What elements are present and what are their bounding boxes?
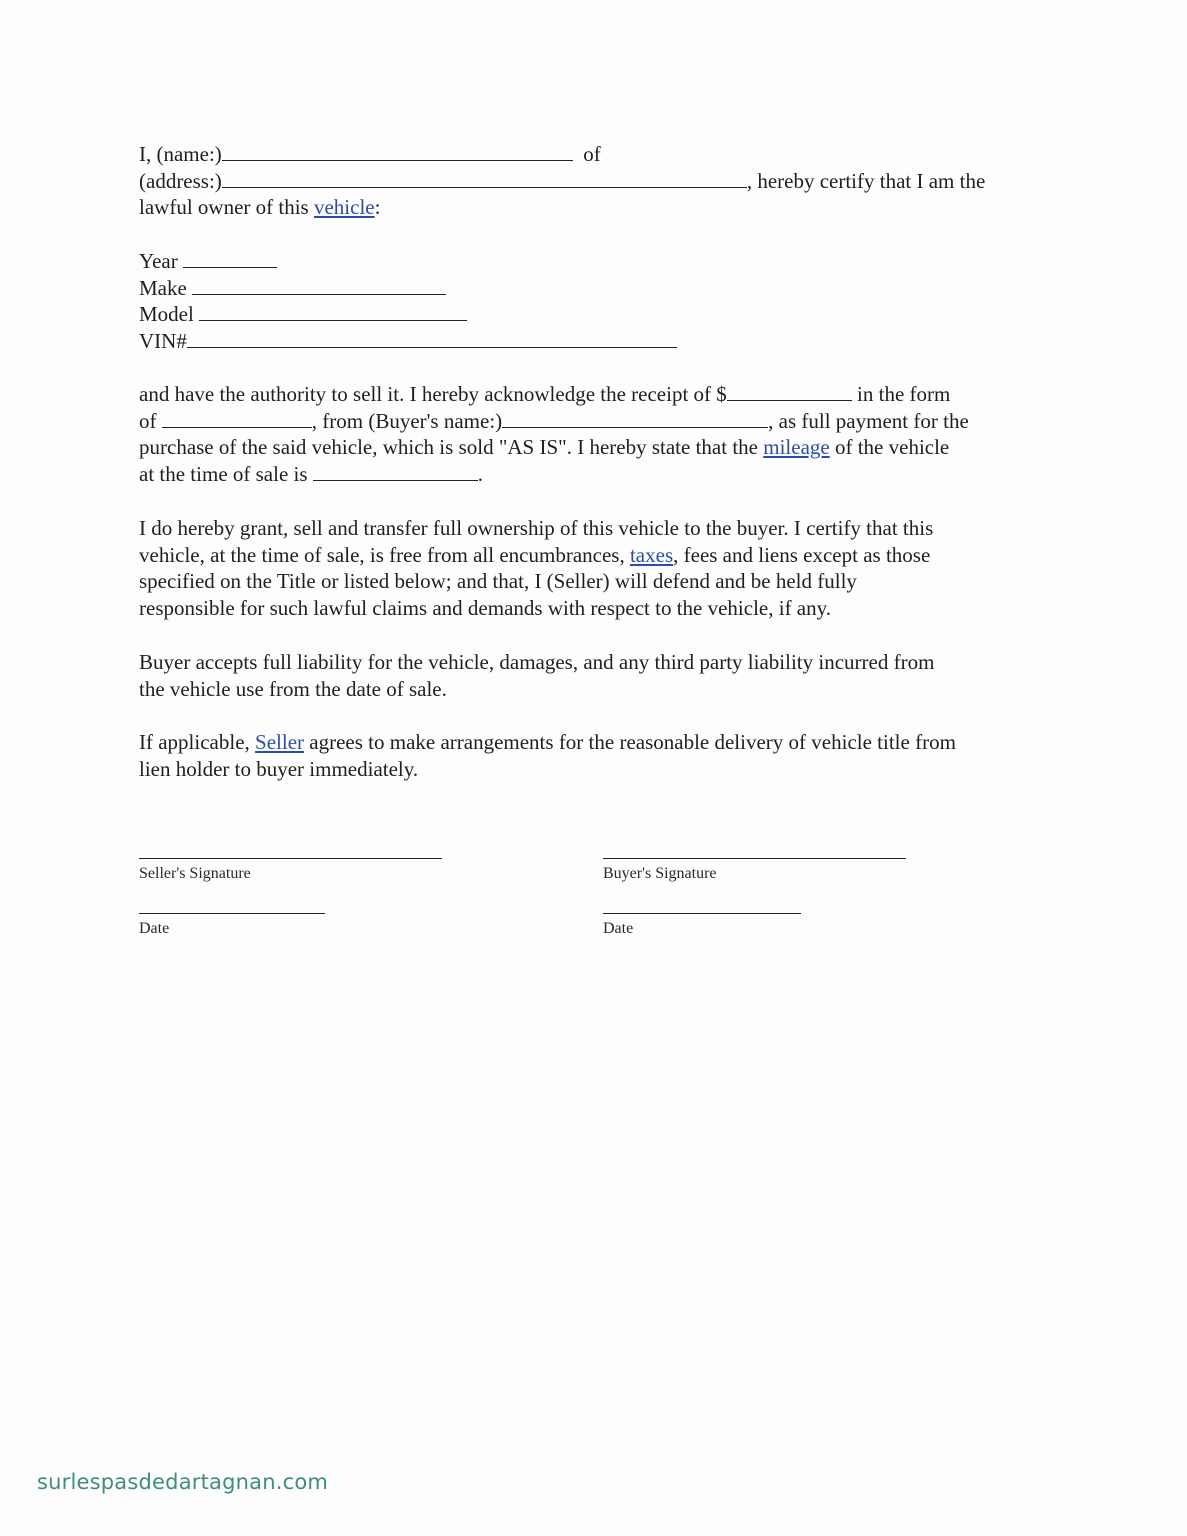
amount-blank[interactable] [727,381,852,401]
payment-text-4a: at the time of sale is [139,462,313,487]
name-label: I, (name:) [139,142,222,166]
site-watermark: surlespasdedartagnan.com [37,1470,329,1494]
delivery-text-1b: agrees to make arrangements for the reasonable delivery of vehicle title from [304,730,956,754]
transfer-text-2b: , fees and liens except as those [673,542,931,567]
payment-text-3b: of the vehicle [829,435,950,460]
liability-line-1: Buyer accepts full liability for the vehicle, damages, and any third party liability incurred from [139,650,935,674]
payment-form-blank[interactable] [162,408,312,428]
owner-colon: : [374,195,381,220]
make-field [139,275,677,302]
liability-line-2: the vehicle use from the date of sale. [139,676,447,701]
mileage-blank[interactable] [313,461,478,481]
name-blank[interactable] [222,141,573,161]
buyer-date-label: Date [603,920,634,937]
seller-signature-label: Seller's Signature [139,865,251,882]
vehicle-link[interactable]: vehicle [313,195,375,220]
mileage-link[interactable]: mileage [763,435,830,460]
model-field [139,301,677,328]
seller-date-label: Date [139,920,170,937]
seller-signature-line[interactable] [139,858,442,859]
payment-text-1a: and have the authority to sell it. I hereby acknowledge the receipt of $ [139,382,727,406]
address-blank[interactable] [222,168,747,188]
delivery-text-1a: If applicable, [139,730,256,754]
payment-text-1b: in the form [851,382,951,406]
owner-text: lawful owner of this [139,195,314,220]
transfer-line-1: I do hereby grant, sell and transfer full ownership of this vehicle to the buyer. I certify that this [139,516,934,540]
buyer-name-blank[interactable] [502,408,768,428]
payment-text-3a: purchase of the said vehicle, which is sold "AS IS". I hereby state that the [139,435,764,460]
buyer-signature-line[interactable] [603,858,906,859]
owner-line [139,194,985,221]
model-blank[interactable] [199,301,467,321]
buyer-signature-label: Buyer's Signature [603,865,717,882]
year-blank[interactable] [183,248,277,268]
delivery-line-1 [139,729,956,756]
buyer-date-line[interactable] [603,913,801,914]
transfer-line-3: specified on the Title or listed below; and that, I (Seller) will defend and be held fully [139,569,857,594]
seller-date-line[interactable] [139,913,325,914]
vin-field [139,328,677,355]
address-line [139,168,985,195]
address-label: (address:) [139,168,222,193]
taxes-link[interactable]: taxes [629,542,674,567]
transfer-paragraph [139,515,933,622]
payment-text-2c: , as full payment for the [768,408,969,433]
transfer-line-2 [139,542,933,569]
payment-text-2a: of [139,408,162,433]
vin-blank[interactable] [187,328,677,348]
make-blank[interactable] [192,275,446,295]
delivery-line-2: lien holder to buyer immediately. [139,756,419,781]
transfer-line-4: responsible for such lawful claims and demands with respect to the vehicle, if any. [139,596,832,621]
payment-line-2 [139,408,969,435]
name-line [139,141,985,168]
delivery-paragraph [139,729,956,782]
model-label: Model [139,302,194,327]
payment-line-1 [139,381,969,408]
make-label: Make [139,275,187,300]
seller-link[interactable]: Seller [255,730,305,754]
payment-text-4b: . [477,462,484,487]
vin-label: VIN# [139,329,187,354]
payment-line-3 [139,434,969,461]
of-label: of [583,142,601,166]
vehicle-fields [139,248,677,355]
year-field [139,248,677,275]
liability-paragraph [139,649,934,702]
transfer-text-2a: vehicle, at the time of sale, is free from all encumbrances, [139,542,630,567]
intro-block [139,141,985,221]
certify-text: , hereby certify that I am the [746,168,986,193]
year-label: Year [139,249,178,273]
payment-line-4 [139,461,969,488]
payment-text-2b: , from (Buyer's name:) [311,408,503,433]
payment-paragraph [139,381,969,488]
